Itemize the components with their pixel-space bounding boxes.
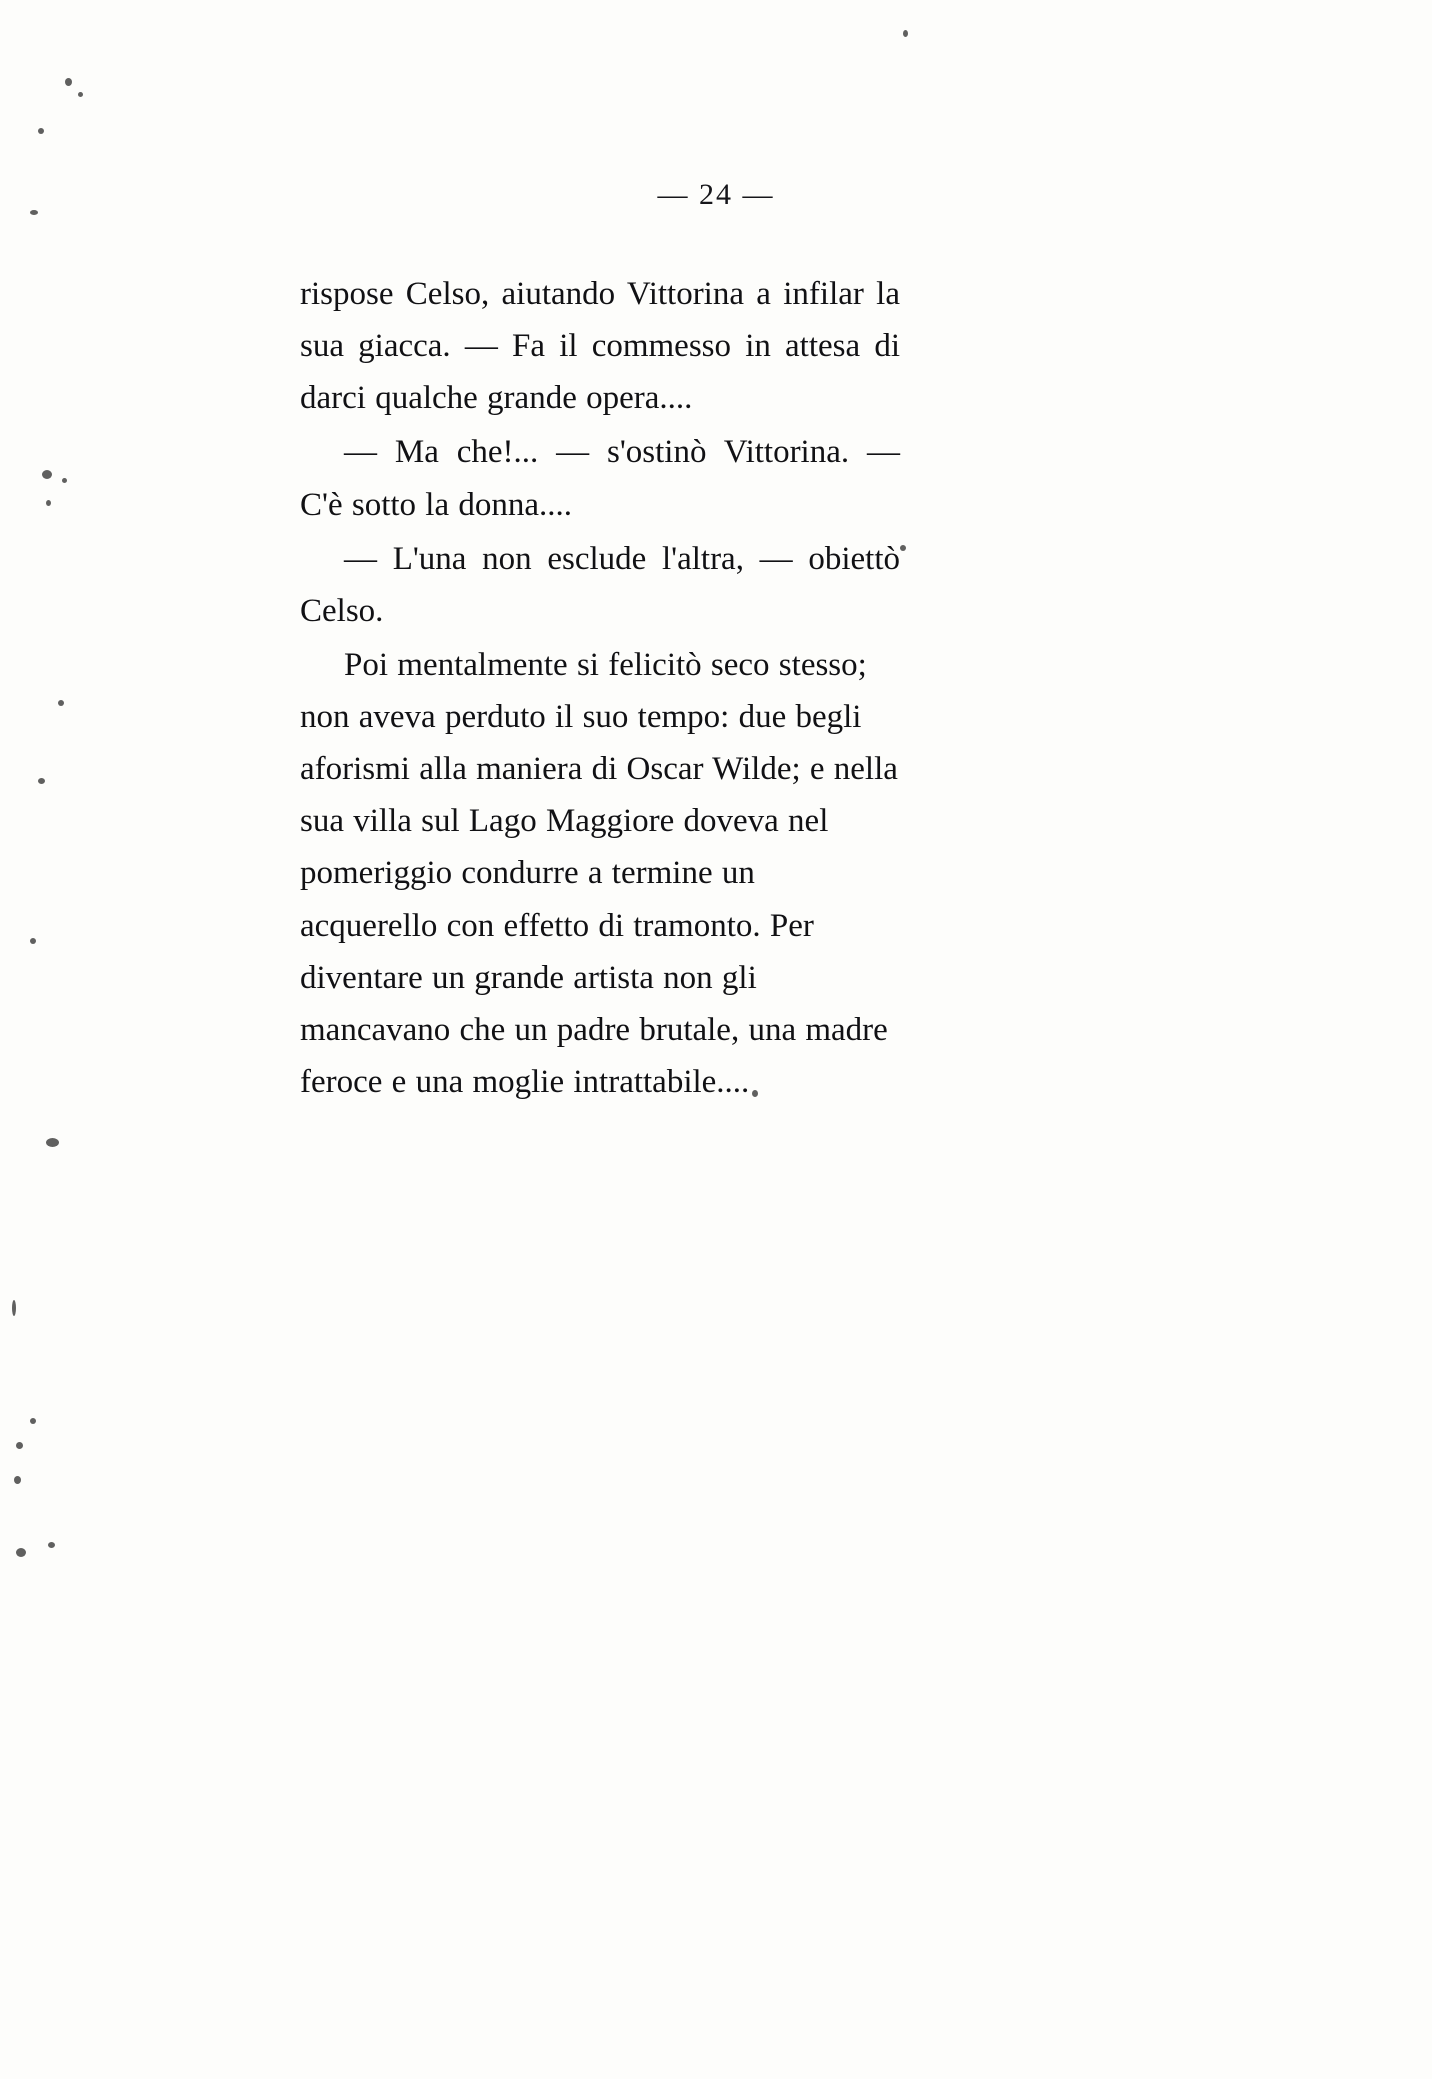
speck-left-l bbox=[30, 1418, 36, 1424]
speck-upper-left-b bbox=[78, 92, 83, 97]
speck-left-h bbox=[30, 938, 36, 944]
speck-left-e bbox=[46, 500, 51, 506]
speck-left-i bbox=[46, 1138, 59, 1147]
speck-top-right bbox=[903, 30, 908, 37]
paragraph: rispose Celso, aiutando Vittorina a infilar la sua giacca. — Fa il commesso in attesa di darci qualche grande opera.... bbox=[300, 276, 900, 417]
speck-left-c bbox=[42, 470, 52, 479]
speck-left-m bbox=[14, 1476, 21, 1484]
paragraph: — Ma che!... — s'ostinò Vittorina. — C'è sotto la donna.... bbox=[300, 434, 900, 523]
speck-left-b bbox=[30, 210, 38, 215]
paragraph: — L'una non esclude l'altra, — obiettò Celso. bbox=[300, 540, 900, 629]
speck-left-d bbox=[62, 478, 67, 483]
speck-left-j bbox=[12, 1300, 16, 1316]
speck-left-a bbox=[38, 128, 44, 134]
speck-left-k bbox=[16, 1442, 23, 1449]
speck-left-g bbox=[38, 778, 45, 784]
speck-left-o bbox=[48, 1542, 55, 1548]
speck-left-f bbox=[58, 700, 64, 706]
paragraph: Poi mentalmente si felicitò seco stesso; non aveva perduto il suo tempo: due begli aforismi alla maniera di Oscar Wilde; e nella sua villa sul Lago Maggiore doveva nel pomeriggio condurre a termine un acquerello con effetto di tramonto. Per diventare un grande artista non gli mancavano che un padre brutale, una madre feroce e una moglie intrattabile.... bbox=[300, 646, 898, 1100]
speck-mid-b bbox=[752, 1090, 758, 1097]
speck-right-a bbox=[900, 545, 906, 551]
page-number: — 24 — bbox=[657, 178, 775, 211]
speck-upper-left-a bbox=[65, 78, 72, 86]
speck-left-n bbox=[16, 1548, 26, 1557]
page-body-text bbox=[300, 268, 900, 1110]
